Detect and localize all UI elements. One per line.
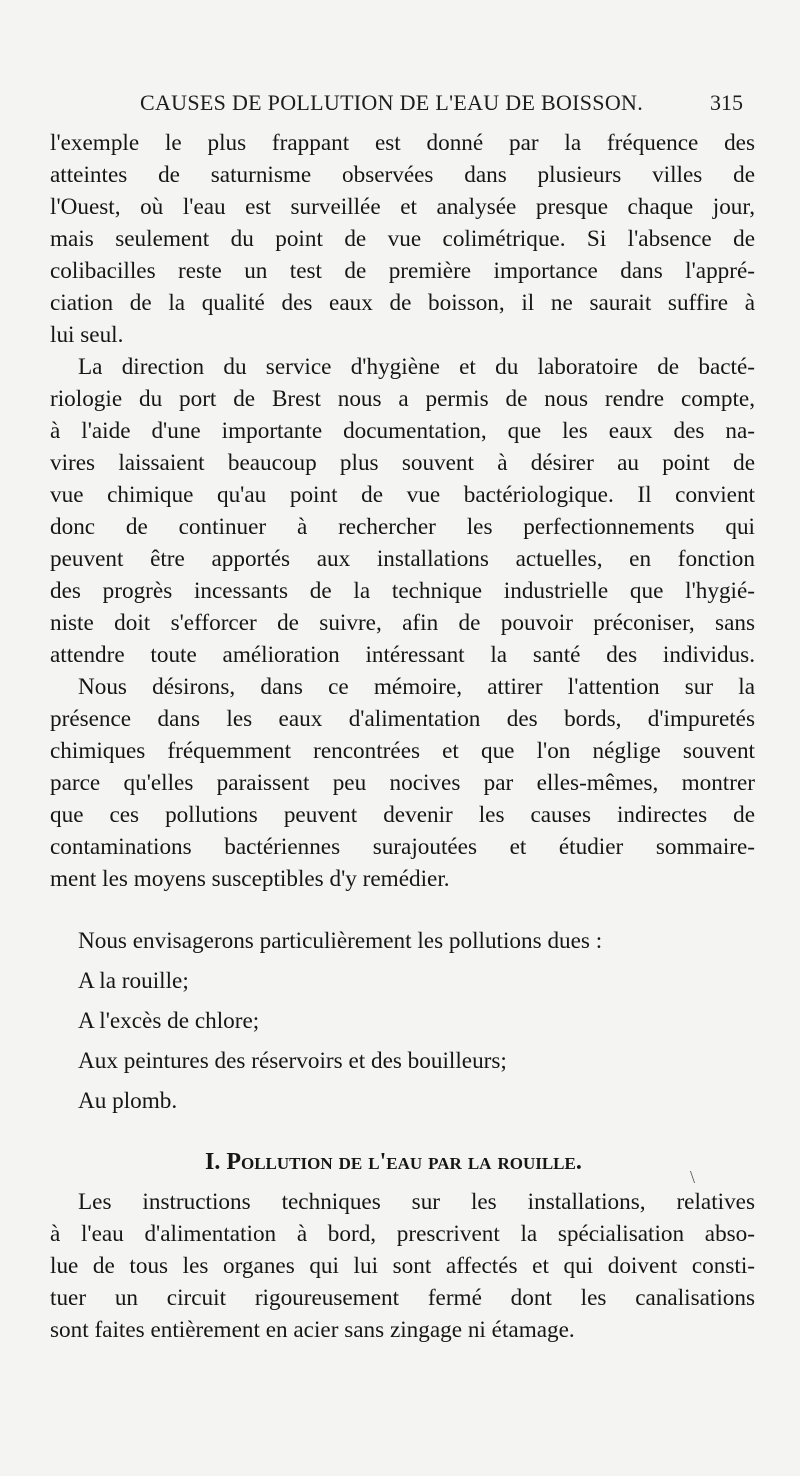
text-line: Les instructions techniques sur les installations, relatives <box>78 1189 755 1215</box>
text-line: à l'eau d'alimentation à bord, prescrivent la spécialisation abso- <box>50 1221 755 1247</box>
list-item: A la rouille; <box>78 968 189 994</box>
text-line: ment les moyens susceptibles d'y remédier. <box>50 866 450 892</box>
text-line: Nous désirons, dans ce mémoire, attirer l'attention sur la <box>78 674 755 700</box>
text-line: chimiques fréquemment rencontrées et que l'on néglige souvent <box>50 738 755 764</box>
text-line: riologie du port de Brest nous a permis de nous rendre compte, <box>50 386 755 412</box>
list-item: A l'excès de chlore; <box>78 1008 260 1034</box>
text-line: ciation de la qualité des eaux de boisson, il ne saurait suffire à <box>50 290 755 316</box>
page-number: 315 <box>710 90 743 115</box>
text-line: attendre toute amélioration intéressant la santé des individus. <box>50 642 755 668</box>
text-line: lue de tous les organes qui lui sont affectés et qui doivent consti- <box>50 1253 755 1279</box>
text-line: parce qu'elles paraissent peu nocives par elles-mêmes, montrer <box>50 770 755 796</box>
text-line: l'Ouest, où l'eau est surveillée et analysée presque chaque jour, <box>50 194 755 220</box>
section-heading: I. Pollution de l'eau par la rouille. <box>205 1149 582 1175</box>
text-line: contaminations bactériennes surajoutées et étudier sommaire- <box>50 834 755 860</box>
text-line: donc de continuer à rechercher les perfectionnements qui <box>50 514 755 540</box>
text-line: que ces pollutions peuvent devenir les causes indirectes de <box>50 802 755 828</box>
running-head <box>0 90 800 124</box>
text-line: lui seul. <box>50 322 124 348</box>
text-line: niste doit s'efforcer de suivre, afin de pouvoir préconiser, sans <box>50 610 755 636</box>
text-line: mais seulement du point de vue colimétrique. Si l'absence de <box>50 226 755 252</box>
text-line: colibacilles reste un test de première importance dans l'appré- <box>50 258 755 284</box>
text-line: vue chimique qu'au point de vue bactériologique. Il convient <box>50 482 755 508</box>
text-line: tuer un circuit rigoureusement fermé dont les canalisations <box>50 1285 755 1311</box>
list-item: Au plomb. <box>78 1088 178 1114</box>
text-line: l'exemple le plus frappant est donné par la fréquence des <box>50 130 755 156</box>
list-item: Aux peintures des réservoirs et des bouilleurs; <box>78 1048 507 1074</box>
text-line: vires laissaient beaucoup plus souvent à désirer au point de <box>50 450 755 476</box>
text-line: des progrès incessants de la technique industrielle que l'hygié- <box>50 578 755 604</box>
paragraph-4: Nous envisagerons particulièrement les pollutions dues : <box>78 928 603 954</box>
text-line: à l'aide d'une importante documentation, que les eaux des na- <box>50 418 755 444</box>
text-line: présence dans les eaux d'alimentation des bords, d'impuretés <box>50 706 755 732</box>
running-title: CAUSES DE POLLUTION DE L'EAU DE BOISSON. <box>140 90 644 115</box>
stray-mark: \ <box>690 1167 696 1187</box>
text-line: peuvent être apportés aux installations actuelles, en fonction <box>50 546 755 572</box>
text-line: sont faites entièrement en acier sans zingage ni étamage. <box>50 1317 575 1343</box>
text-line: La direction du service d'hygiène et du laboratoire de bacté- <box>78 354 755 380</box>
text-line: atteintes de saturnisme observées dans plusieurs villes de <box>50 162 755 188</box>
